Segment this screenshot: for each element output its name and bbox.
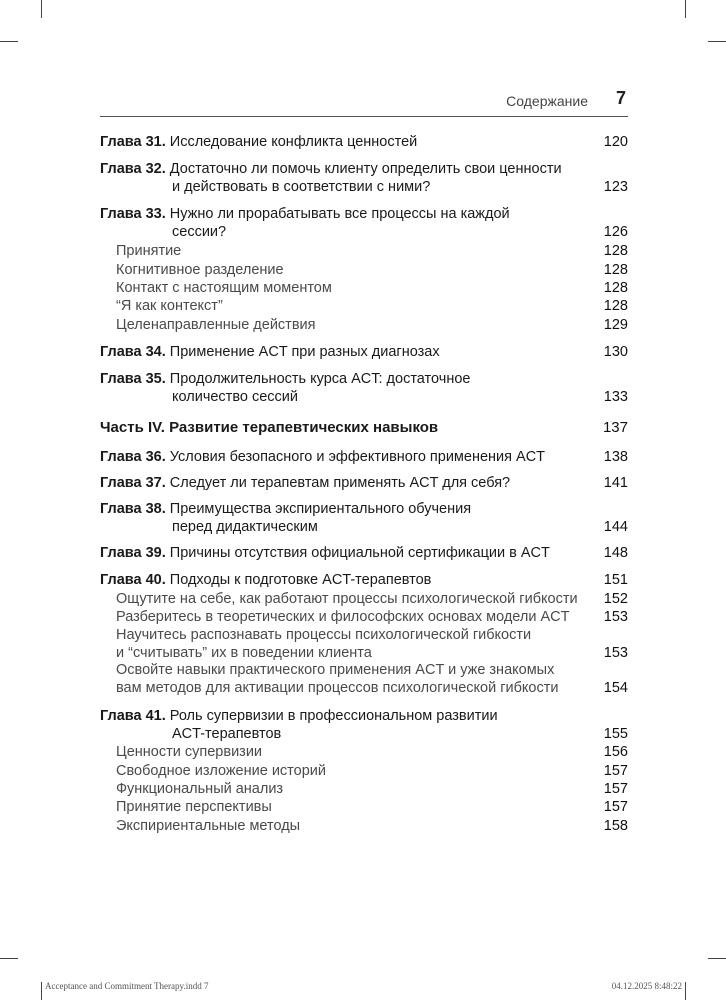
chapter-title: Достаточно ли помочь клиенту определить свои ценности: [169, 161, 562, 177]
page-ref: 128: [603, 262, 628, 278]
chapter-title-continued: количество сессий: [172, 389, 298, 405]
page-ref: 156: [603, 744, 628, 760]
page-ref: 120: [603, 134, 628, 150]
section-title: Экспириентальные методы: [116, 818, 301, 834]
chapter-label: Глава 32.: [100, 161, 166, 177]
page-ref: 157: [603, 763, 628, 779]
section-title: Принятие: [116, 243, 182, 259]
page-ref: 128: [603, 280, 628, 296]
chapter-title: Преимущества экспириентального обучения: [169, 501, 472, 517]
toc-section[interactable]: [116, 798, 628, 816]
page-ref: 153: [603, 645, 628, 661]
chapter-title: Применение ACT при разных диагнозах: [169, 344, 440, 360]
toc-entry-text: [100, 544, 628, 562]
page-ref: 152: [603, 591, 628, 607]
page-ref: 138: [603, 449, 628, 465]
page-ref: 128: [603, 243, 628, 259]
chapter-title-continued: сессии?: [172, 224, 227, 240]
toc-chapter-34[interactable]: [100, 343, 628, 361]
toc-section[interactable]: [116, 590, 628, 608]
crop-mark: [41, 982, 42, 1000]
section-title: Функциональный анализ: [116, 781, 284, 797]
header-section-title: Содержание: [506, 93, 588, 109]
toc-section[interactable]: [116, 626, 628, 662]
toc-entry-text: [100, 205, 628, 241]
chapter-title: Роль супервизии в профессиональном развитии: [169, 708, 498, 724]
section-title: Разберитесь в теоретических и философских основах модели ACT: [116, 609, 570, 625]
crop-mark: [685, 982, 686, 1000]
section-title-line: Научитесь распознавать процессы психологической гибкости: [116, 627, 532, 643]
toc-entry-text: [100, 474, 628, 492]
toc-chapter-32[interactable]: [100, 160, 628, 196]
section-title: Контакт с настоящим моментом: [116, 280, 332, 296]
toc-chapter-36[interactable]: [100, 448, 628, 466]
toc-section[interactable]: [116, 608, 628, 626]
toc-entry-text: [100, 448, 628, 466]
chapter-label: Глава 39.: [100, 545, 166, 561]
toc-entry-text: [100, 370, 628, 406]
page-ref: 133: [603, 389, 628, 405]
header-rule: [100, 116, 628, 117]
toc-section[interactable]: [116, 279, 628, 297]
crop-mark: [708, 958, 726, 959]
slug-file-name: Acceptance and Commitment Therapy.indd 7: [45, 981, 209, 991]
chapter-title-continued: перед дидактическим: [172, 519, 318, 535]
toc-entry-text: [100, 343, 628, 361]
toc-part-4[interactable]: [100, 419, 628, 437]
page-ref: 157: [603, 781, 628, 797]
page-ref: 151: [603, 572, 628, 588]
header-page-number: 7: [615, 88, 626, 108]
page-ref: 157: [603, 799, 628, 815]
toc-section[interactable]: [116, 762, 628, 780]
chapter-label: Глава 35.: [100, 371, 166, 387]
chapter-title: Продолжительность курса ACT: достаточное: [169, 371, 471, 387]
chapter-title: Условия безопасного и эффективного применения ACT: [169, 449, 546, 465]
page-ref: 148: [603, 545, 628, 561]
section-title-line: и “считывать” их в поведении клиента: [116, 645, 372, 661]
toc-section[interactable]: [116, 817, 628, 835]
page-ref: 128: [603, 298, 628, 314]
section-title: Когнитивное разделение: [116, 262, 284, 278]
slug-timestamp: 04.12.2025 8:48:22: [611, 981, 682, 991]
toc-entry-text: [100, 160, 628, 196]
toc-section[interactable]: [116, 661, 628, 697]
toc-section[interactable]: [116, 297, 628, 315]
chapter-label: Глава 36.: [100, 449, 166, 465]
chapter-title: Следует ли терапевтам применять ACT для себя?: [169, 475, 511, 491]
toc-chapter-38[interactable]: [100, 500, 628, 536]
chapter-label: Глава 31.: [100, 134, 166, 150]
crop-mark: [685, 0, 686, 18]
page-ref: 155: [603, 726, 628, 742]
toc-entry-text: [100, 707, 628, 743]
part-title: Часть IV. Развитие терапевтических навыков: [100, 419, 439, 436]
section-title: Принятие перспективы: [116, 799, 272, 815]
page-ref: 126: [603, 224, 628, 240]
toc-section[interactable]: [116, 780, 628, 798]
page-ref: 154: [603, 680, 628, 696]
crop-mark: [0, 958, 18, 959]
section-title: Свободное изложение историй: [116, 763, 326, 779]
page-ref: 130: [603, 344, 628, 360]
chapter-label: Глава 40.: [100, 572, 166, 588]
section-title-line: Освойте навыки практического применения ACT и уже знакомых: [116, 662, 555, 678]
crop-mark: [0, 41, 18, 42]
chapter-label: Глава 34.: [100, 344, 166, 360]
section-title: Ощутите на себе, как работают процессы психологической гибкости: [116, 591, 578, 607]
page-ref: 137: [602, 419, 628, 436]
page-ref: 158: [603, 818, 628, 834]
running-header: [100, 90, 628, 114]
section-title: “Я как контекст”: [116, 298, 223, 314]
section-title-line: вам методов для активации процессов психологической гибкости: [116, 680, 559, 696]
page-ref: 129: [603, 317, 628, 333]
chapter-label: Глава 37.: [100, 475, 166, 491]
toc-section[interactable]: [116, 316, 628, 334]
chapter-label: Глава 33.: [100, 206, 166, 222]
toc-section[interactable]: [116, 743, 628, 761]
toc-chapter-33[interactable]: [100, 205, 628, 241]
chapter-title: Нужно ли прорабатывать все процессы на каждой: [169, 206, 510, 222]
chapter-title-continued: ACT-терапевтов: [172, 726, 282, 742]
chapter-title: Исследование конфликта ценностей: [169, 134, 418, 150]
section-title: [116, 626, 606, 662]
chapter-label: Глава 41.: [100, 708, 166, 724]
crop-mark: [41, 0, 42, 18]
page-ref: 141: [603, 475, 628, 491]
page-ref: 153: [603, 609, 628, 625]
toc-chapter-37[interactable]: [100, 474, 628, 492]
toc-chapter-35[interactable]: [100, 370, 628, 406]
toc-chapter-41[interactable]: [100, 707, 628, 743]
chapter-title-continued: и действовать в соответствии с ними?: [172, 179, 431, 195]
page-ref: 144: [603, 519, 628, 535]
section-title: Целенаправленные действия: [116, 317, 316, 333]
section-title: [116, 661, 606, 697]
toc-chapter-39[interactable]: [100, 544, 628, 562]
toc-entry-text: [100, 571, 628, 589]
toc-entry-text: [100, 500, 628, 536]
toc-chapter-40[interactable]: [100, 571, 628, 589]
crop-mark: [708, 41, 726, 42]
page-ref: 123: [603, 179, 628, 195]
toc-section[interactable]: [116, 261, 628, 279]
toc-entry-text: [100, 133, 628, 151]
section-title: Ценности супервизии: [116, 744, 263, 760]
toc-chapter-31[interactable]: [100, 133, 628, 151]
chapter-label: Глава 38.: [100, 501, 166, 517]
chapter-title: Подходы к подготовке ACT-терапевтов: [169, 572, 432, 588]
chapter-title: Причины отсутствия официальной сертификации в ACT: [169, 545, 550, 561]
toc-section[interactable]: [116, 242, 628, 260]
